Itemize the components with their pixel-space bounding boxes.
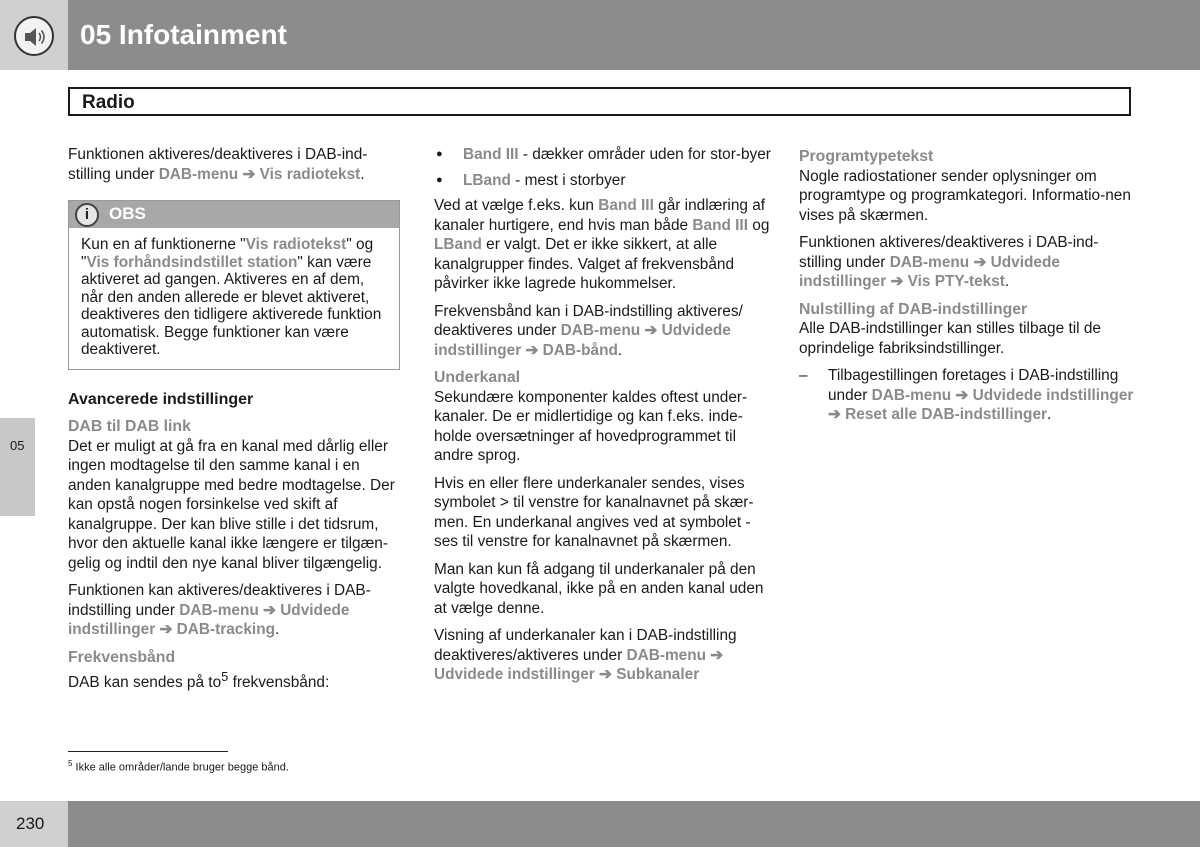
paragraph [434,196,774,294]
paragraph [68,145,403,184]
text: frekvensbånd: [228,674,330,692]
paragraph [68,667,403,693]
obs-label: OBS [109,204,146,223]
text: " kan være aktiveret ad gangen. Aktiveres en af dem, når den anden allerede er blevet aktiveret, deaktiveres den tidligere aktiverede funktion automatisk. Begge funktioner kan være deaktiveret. [81,253,382,358]
subheading-dab-link: DAB til DAB link [68,418,191,435]
subheading-nulstilling: Nulstilling af DAB-indstillinger [799,300,1028,318]
page-number: 230 [16,814,45,833]
menu-path: DAB-menu ➔ Vis radiotekst [158,165,361,183]
text: - dækker områder uden for stor-byer [518,146,771,163]
section-box [68,87,1131,116]
list-item [434,145,774,165]
chapter-side-tab [0,418,35,516]
paragraph: Nogle radiostationer sender oplysninger om programtype og programkategori. Informatio-nen vises på skærmen. [799,167,1131,224]
paragraph: Man kan kun få adgang til underkanaler på den valgte hovedkanal, ikke på en anden kanal uden at vælge denne. [434,560,764,617]
menu-path: DAB-menu ➔ Udvidede indstillinger ➔ DAB-tracking [68,601,350,638]
paragraph: Alle DAB-indstillinger kan stilles tilbage til de oprindelige fabriksindstillinger. [799,320,1101,357]
menu-option: Vis forhåndsindstillet station [86,253,298,271]
column-3 [799,145,1139,433]
footnote-text: Ikke alle områder/lande bruger begge bånd. [72,761,289,774]
text: Frekvensbånd kan i DAB-indstilling aktiveres/ deaktiveres under [434,302,743,339]
text: - mest i storbyer [510,171,626,189]
text: DAB kan sendes på to [68,674,222,692]
text: er valgt. Det er ikke sikkert, at alle kanalgrupper findes. Valget af frekvensbånd påvirker ikke lagrede hukommelser. [434,236,735,292]
text: og [747,216,770,234]
text: Kun en af funktionerne " [81,236,246,253]
text: . [1004,273,1010,290]
menu-path: DAB-menu ➔ Udvidede indstillinger ➔ DAB-bånd [434,322,731,359]
menu-path: DAB-menu ➔ Udvidede indstillinger ➔ Subkanaler [434,646,724,683]
column-2 [434,145,774,693]
footnote [68,759,289,774]
list-item [434,171,774,191]
dash-list-item [799,366,1139,425]
text: Funktionen aktiveres/deaktiveres i DAB-ind-stilling under [799,234,1099,271]
text: går indlæring af kanaler hurtigere, end hvis man både [434,197,766,234]
text: . [275,621,280,638]
text: Tilbagestillingen foretages i DAB-indstilling under [828,367,1119,404]
paragraph [434,302,774,361]
band-name: Band III [692,216,748,234]
paragraph [434,626,774,685]
text: . [617,341,623,359]
section-title: Radio [82,92,135,113]
text: . [360,165,365,183]
header-icon-area [0,0,68,70]
menu-option: Vis radiotekst [245,236,347,253]
menu-path: DAB-menu ➔ Udvidede indstillinger ➔ Vis PTY-tekst [799,253,1060,290]
paragraph [799,233,1139,292]
paragraph [68,581,403,640]
text: Ved at vælge f.eks. kun [434,197,599,214]
footnote-divider [68,751,228,752]
obs-note-box [68,200,400,370]
subheading-underkanal: Underkanal [434,369,521,386]
obs-body [69,228,399,369]
footnote-ref: 5 [221,669,229,684]
side-tab-label: 05 [10,438,25,453]
text: Funktionen aktiveres/deaktiveres i DAB-ind-stilling under [68,146,368,183]
column-1 [68,145,403,701]
paragraph: Sekundære komponenter kaldes oftest under-kanaler. De er midlertidige og kan f.eks. inde-holde oversætninger af hovedprogrammet til andre sprog. [434,388,748,464]
footnote-number: 5 [68,759,73,768]
footer-bar [68,801,1200,847]
obs-header [69,201,399,228]
speaker-icon [14,16,54,56]
text: " og " [81,236,374,271]
subheading-frekvensband: Frekvensbånd [68,648,176,666]
paragraph: Det er muligt at gå fra en kanal med dårlig eller ingen modtagelse til den samme kanal i en anden kanalgruppe med bedre modtagelse. Der kan opstå nogen forsinkelse ved skift af kanalgruppe. Der kan blive stille i det tidsrum, hvor den aktuelle kanal ikke længere er tilgæn-gelig og indtil den nye kanal bliver tilgængelig. [68,437,395,572]
heading-advanced-settings: Avancerede indstillinger [68,390,254,408]
text: . [1047,406,1052,423]
info-icon: i [75,203,99,227]
band-name: LBand [434,236,482,253]
band-name: LBand [463,171,511,189]
subheading-programtypetekst: Programtypetekst [799,148,934,165]
menu-path: DAB-menu ➔ Udvidede indstillinger ➔ Reset alle DAB-indstillinger [828,386,1134,423]
band-name: Band III [598,197,654,214]
chapter-title: 05 Infotainment [80,19,287,50]
text: Funktionen kan aktiveres/deaktiveres i DAB-indstilling under [68,582,371,619]
band-name: Band III [463,146,519,163]
band-list [434,145,774,190]
paragraph: Hvis en eller flere underkanaler sendes, vises symbolet > til venstre for kanalnavnet på skær-men. En underkanal angives ved at symbolet - ses til venstre for kanalnavnet på skærmen. [434,474,754,550]
text: Visning af underkanaler kan i DAB-indstilling deaktiveres/aktiveres under [434,627,737,664]
dash-marker: – [799,367,808,384]
